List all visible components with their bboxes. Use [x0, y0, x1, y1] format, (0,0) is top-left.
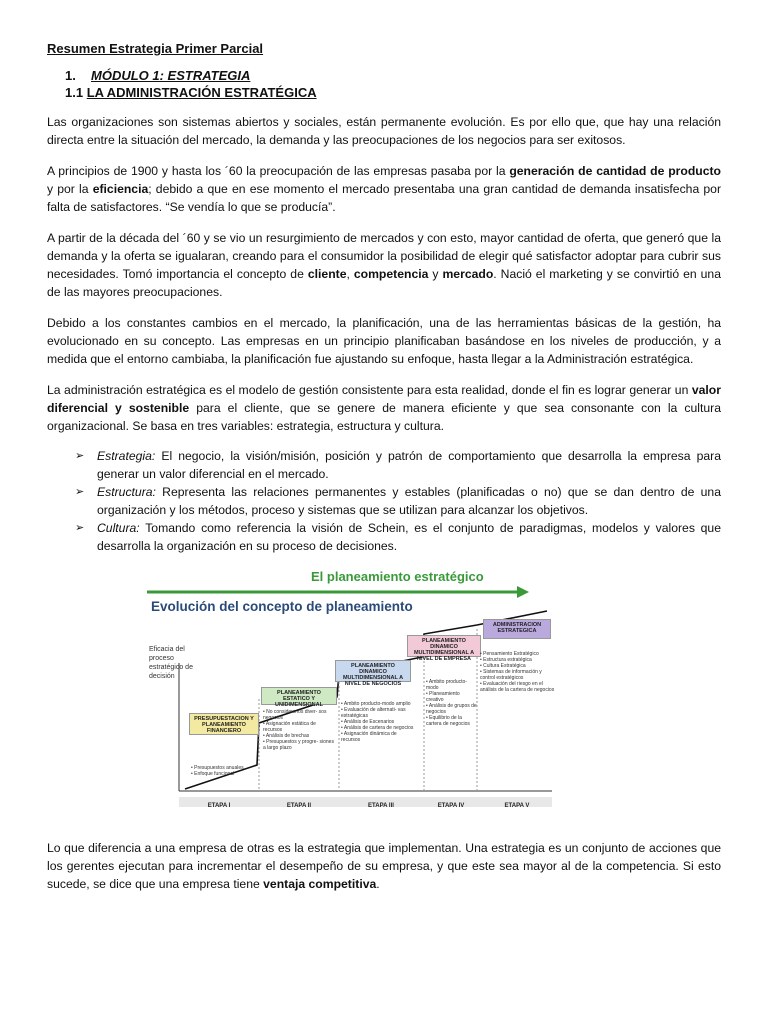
list-item: • Asignación dinámica de recursos [341, 731, 397, 743]
list-text: Representa las relaciones permanentes y estables (planificadas o no) que se dan dentro de una organización y los métodos, proceso y sistemas que se utilizan para alcanzar los objetivos. [97, 485, 721, 517]
banner-arrow-head-icon [517, 586, 529, 598]
list-term: Estructura: [97, 485, 156, 499]
list-item: • Evaluación del riesgo en el análisis de la cartera de negocios [480, 681, 555, 693]
heading-number: 1. [65, 68, 76, 83]
list-item: • Presupuestos anuales [191, 765, 244, 771]
text-run: y [428, 267, 443, 281]
figure-banner: El planeamiento estratégico [311, 569, 484, 584]
text-run: A principios de 1900 y hasta los ´60 la preocupación de las empresas pasaba por la [47, 164, 510, 178]
planning-evolution-figure [147, 569, 567, 827]
paragraph-5 [47, 381, 721, 435]
list-item [47, 520, 721, 555]
text-run: ; debido a que en ese momento el mercado presentaba una gran cantidad de demanda insatisfecha por falta de satisfactores. “Se vendía lo que se producía”. [47, 182, 721, 214]
stage-1-box: PRESUPUESTACION Y PLANEAMIENTO FINANCIERO [189, 713, 259, 735]
stage-5-box: ADMINISTRACION ESTRATEGICA [483, 619, 551, 639]
bold-text: cliente [307, 267, 347, 281]
list-item: • Análisis de cartera de negocios [341, 725, 414, 731]
text-run: Lo que diferencia a una empresa de otras es la estrategia que implementan. Una estrategia es un conjunto de acciones que los gerentes ejecutan para incrementar el desempeño de su empresa, y que este sea mayor al de la competencia. Si esto sucede, se dice que una empresa tiene [47, 841, 721, 891]
text-run: . Nació el marketing y se convirtió en una de las mayores preocupaciones. [47, 267, 721, 299]
list-item [47, 448, 721, 483]
list-term: Cultura: [97, 521, 140, 535]
stage-4-box: PLANEAMIENTO DINAMICO MULTIDIMENSIONAL A NIVEL DE EMPRESA [407, 635, 481, 657]
list-text: Tomando como referencia la visión de Schein, es el conjunto de paradigmas, modelos y valores que desarrolla la organización en su proceso de decisiones. [97, 521, 721, 553]
text-run: y por la [47, 182, 93, 196]
document-page [47, 40, 721, 906]
stage-2-box: PLANEAMIENTO ESTATICO Y UNIDIMENSIONAL [261, 687, 337, 705]
list-item: • Asignación estática de recursos [263, 721, 316, 733]
text-run: , [346, 267, 354, 281]
text-run: . [376, 877, 380, 891]
paragraph-4: Debido a los constantes cambios en el mercado, la planificación, una de las herramientas básicas de la gestión, ha evolucionado en su concepto. Las empresas en un principio planificaban basándose en los niveles de producción, y a medida que el entorno cambiaba, la planificación fue ajustando su enfoque, hasta llegar a la Administración estratégica. [47, 316, 721, 366]
stage-3-box: PLANEAMIENTO DINAMICO MULTIDIMENSIONAL A NIVEL DE NEGOCIOS [335, 660, 411, 682]
list-item: • Ambito producto-modo [426, 679, 467, 691]
bold-text: generación de cantidad de producto [509, 164, 721, 178]
list-item: • Estructura estratégica [480, 657, 532, 663]
paragraph-1: Las organizaciones son sistemas abiertos y sociales, están permanente evolución. Es por ello que, que hay una relación directa entre la situación del mercado, la demanda y las preocupaciones de los negocios para ser exitosos. [47, 115, 721, 147]
stage-3-label: ETAPA III [368, 803, 394, 809]
list-term: Estrategia: [97, 449, 156, 463]
heading-text: LA ADMINISTRACIÓN ESTRATÉGICA [86, 85, 317, 100]
paragraph-3 [47, 229, 721, 301]
text-run: para el cliente, que se genere de manera eficiente y que sea consonante con la cultura organizacional. Se basa en tres variables: estrategia, estructura y cultura. [47, 401, 721, 433]
heading-text: MÓDULO 1: ESTRATEGIA [91, 68, 251, 83]
arrow-bullet-icon: ➢ [75, 522, 85, 534]
heading-number: 1.1 [65, 85, 84, 100]
heading-section-1-1 [65, 84, 721, 101]
list-item [47, 484, 721, 519]
text-run: La administración estratégica es el modelo de gestión consistente para esta realidad, donde el fin es lograr generar un [47, 383, 692, 397]
bold-text: mercado [442, 267, 494, 281]
variables-list [47, 448, 721, 555]
list-item: • Ambito producto-modo amplio [341, 701, 411, 707]
stage-4-label: ETAPA IV [437, 803, 465, 809]
list-item: • Presupuestos y progre- siones a largo plazo [263, 739, 334, 751]
list-item: • No considera los diver- sos negocios [263, 709, 327, 721]
figure-subtitle: Evolución del concepto de planeamiento [151, 599, 413, 614]
arrow-bullet-icon: ➢ [75, 450, 85, 462]
list-item: • Evaluación de alternati- vas estratégicas [341, 707, 406, 719]
stage-2-label: ETAPA II [286, 803, 312, 809]
paragraph-2 [47, 162, 721, 216]
bold-text: eficiencia [92, 182, 149, 196]
stage-5-label: ETAPA V [504, 803, 530, 809]
list-item: • Análisis de brechas [263, 733, 310, 739]
list-item: • Pensamiento Estratégico [480, 651, 539, 657]
text-run: A partir de la década del ´60 y se vio un resurgimiento de mercados y con esto, mayor cantidad de oferta, que generó que la demanda y la oferta se igualaran, creando para el consumidor la posibilidad de elegir qué satisfactor adoptar para cubrir sus necesidades. Tomó importancia el concepto de [47, 231, 721, 281]
stage-4-items [426, 679, 478, 727]
list-item: • Equilibrio de la cartera de negocios [426, 715, 470, 727]
list-item: • Planeamiento creativo [426, 691, 460, 703]
list-item: • Análisis de Escenarios [341, 719, 395, 725]
list-item: • Análisis de grupos de negocios [426, 703, 477, 715]
list-item: • Cultura Estratégica [480, 663, 526, 669]
bold-text: competencia [353, 267, 429, 281]
list-item: • Sistemas de información y control estratégicos [480, 669, 542, 681]
stage-2-items [263, 709, 335, 751]
stage-3-items [341, 701, 415, 743]
paragraph-6 [47, 839, 721, 893]
bold-text: valor diferencial y sostenible [47, 383, 721, 415]
figure-y-label: Eficacia del proceso estratégico de decisión [149, 646, 193, 680]
stage-1-items [191, 765, 255, 777]
arrow-bullet-icon: ➢ [75, 486, 85, 498]
list-item: • Enfoque funcional [191, 771, 235, 777]
stage-5-items [480, 651, 556, 693]
stage-1-label: ETAPA I [207, 803, 231, 809]
list-text: El negocio, la visión/misión, posición y patrón de comportamiento que desarrolla la empresa para generar un valor diferencial en el mercado. [97, 449, 721, 481]
heading-module-1 [65, 67, 721, 84]
bold-text: ventaja competitiva [263, 877, 377, 891]
document-title: Resumen Estrategia Primer Parcial [47, 41, 264, 56]
